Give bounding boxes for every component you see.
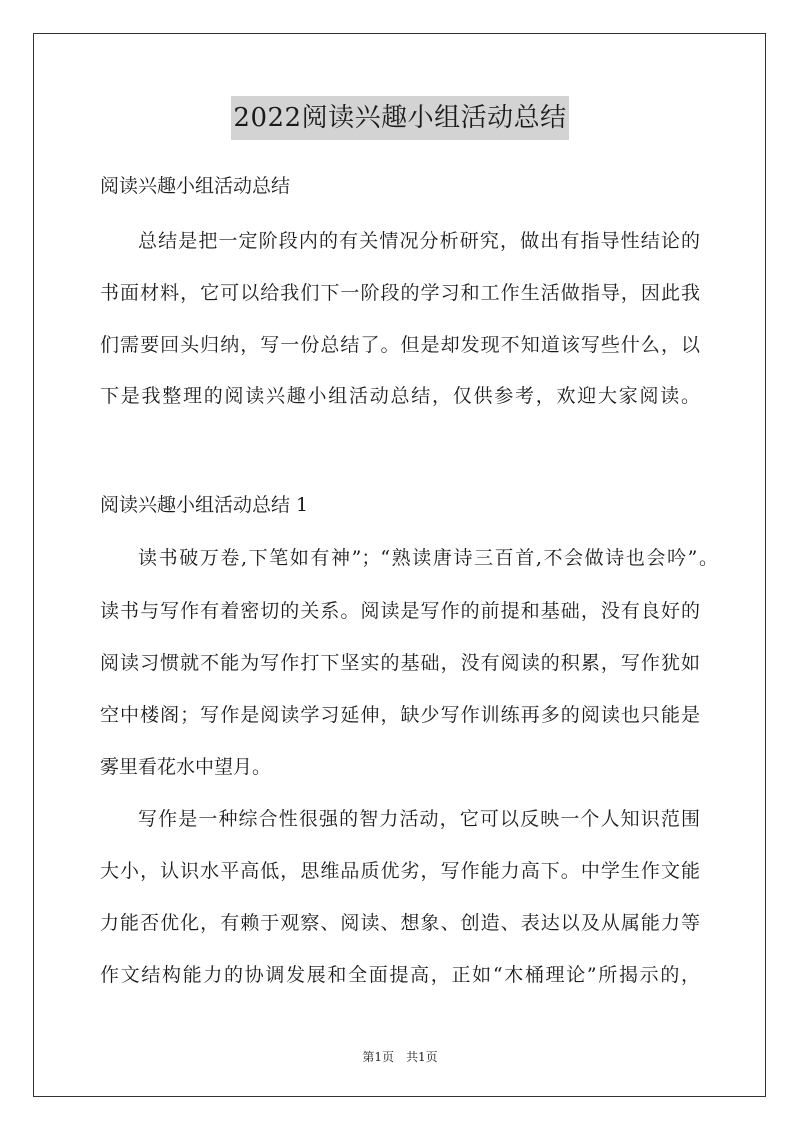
paragraph-line: 作文结构能力的协调发展和全面提高，正如“木桶理论”所揭示的， xyxy=(100,964,700,986)
paragraph-line: 书面材料，它可以给我们下一阶段的学习和工作生活做指导，因此我 xyxy=(100,282,700,304)
paragraph-line: 读书破万卷,下笔如有神”；“熟读唐诗三百首,不会做诗也会吟”。 xyxy=(138,547,718,569)
paragraph-line: 写作是一种综合性很强的智力活动，它可以反映一个人知识范围 xyxy=(138,808,700,830)
paragraph-line: 雾里看花水中望月。 xyxy=(100,756,272,778)
paragraph-line: 力能否优化，有赖于观察、阅读、想象、创造、表达以及从属能力等 xyxy=(100,912,700,934)
document-title: 2022阅读兴趣小组活动总结 xyxy=(231,96,568,140)
paragraph-line: 大小，认识水平高低，思维品质优劣，写作能力高下。中学生作文能 xyxy=(100,860,700,882)
paragraph-line: 总结是把一定阶段内的有关情况分析研究，做出有指导性结论的 xyxy=(138,230,700,252)
paragraph-line: 阅读习惯就不能为写作打下坚实的基础，没有阅读的积累，写作犹如 xyxy=(100,652,700,674)
title-container xyxy=(0,96,800,140)
paragraph-line: 读书与写作有着密切的关系。阅读是写作的前提和基础，没有良好的 xyxy=(100,600,700,622)
page-footer: 第1页 共1页 xyxy=(362,1050,438,1064)
section-heading: 阅读兴趣小组活动总结 1 xyxy=(100,494,309,516)
paragraph-line: 空中楼阁；写作是阅读学习延伸，缺少写作训练再多的阅读也只能是 xyxy=(100,704,700,726)
paragraph-line: 下是我整理的阅读兴趣小组活动总结，仅供参考，欢迎大家阅读。 xyxy=(100,385,700,407)
paragraph-line: 们需要回头归纳，写一份总结了。但是却发现不知道该写些什么，以 xyxy=(100,334,700,356)
intro-heading: 阅读兴趣小组活动总结 xyxy=(100,175,291,197)
